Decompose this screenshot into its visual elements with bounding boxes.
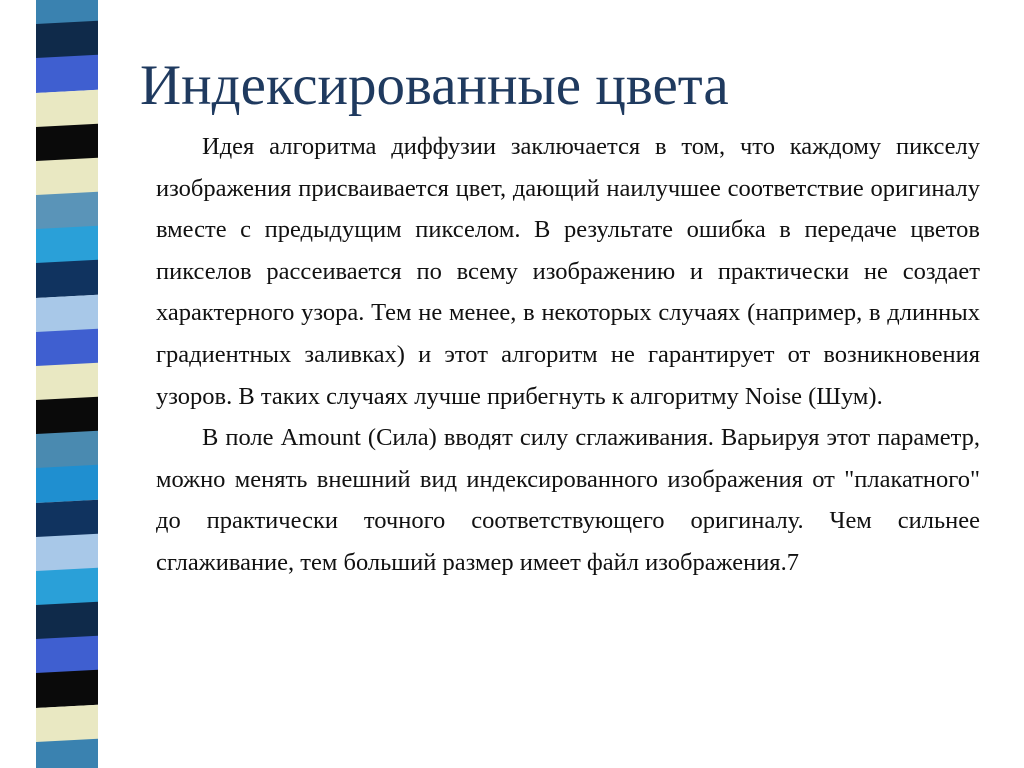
stripe-band <box>36 123 98 161</box>
stripe-band <box>36 55 98 93</box>
slide-body <box>156 126 980 584</box>
stripe-band <box>36 397 98 435</box>
body-paragraph-2: В поле Amount (Сила) вводят силу сглаживания. Варьируя этот параметр, можно менять внешний вид индексированного изображения от "плакатного" до практически точного соответствующего оригиналу. Чем сильнее сглаживание, тем больший размер имеет файл изображения.7 <box>156 424 980 576</box>
stripe-band <box>36 636 98 674</box>
stripe-band <box>36 158 98 196</box>
stripe-band <box>36 602 98 640</box>
stripe-band <box>36 738 98 768</box>
stripe-band <box>36 21 98 59</box>
stripe-band <box>36 89 98 127</box>
stripe-band <box>36 670 98 708</box>
stripe-band <box>36 260 98 298</box>
stripe-band <box>36 192 98 230</box>
body-paragraph-1: Идея алгоритма диффузии заключается в том, что каждому пикселу изображения присваивается цвет, дающий наилучшее соответствие оригиналу вместе с предыдущим пикселом. В результате ошибка в передаче цветов пикселов рассеивается по всему изображению и практически не создает характерного узора. Тем не менее, в некоторых случаях (например, в длинных градиентных заливках) и этот алгоритм не гарантирует от возникновения узоров. В таких случаях лучше прибегнуть к алгоритму Noise (Шум). <box>156 133 980 410</box>
slide-title: Индексированные цвета <box>140 54 729 117</box>
stripe-band <box>36 465 98 503</box>
stripe-band <box>36 568 98 606</box>
stripe-band <box>36 328 98 366</box>
stripe-band <box>36 226 98 264</box>
stripe-band <box>36 533 98 571</box>
stripe-band <box>36 431 98 469</box>
stripe-band <box>36 499 98 537</box>
stripe-band <box>36 363 98 401</box>
stripe-band <box>36 294 98 332</box>
decorative-stripe-bar <box>36 0 98 768</box>
stripe-band <box>36 704 98 742</box>
